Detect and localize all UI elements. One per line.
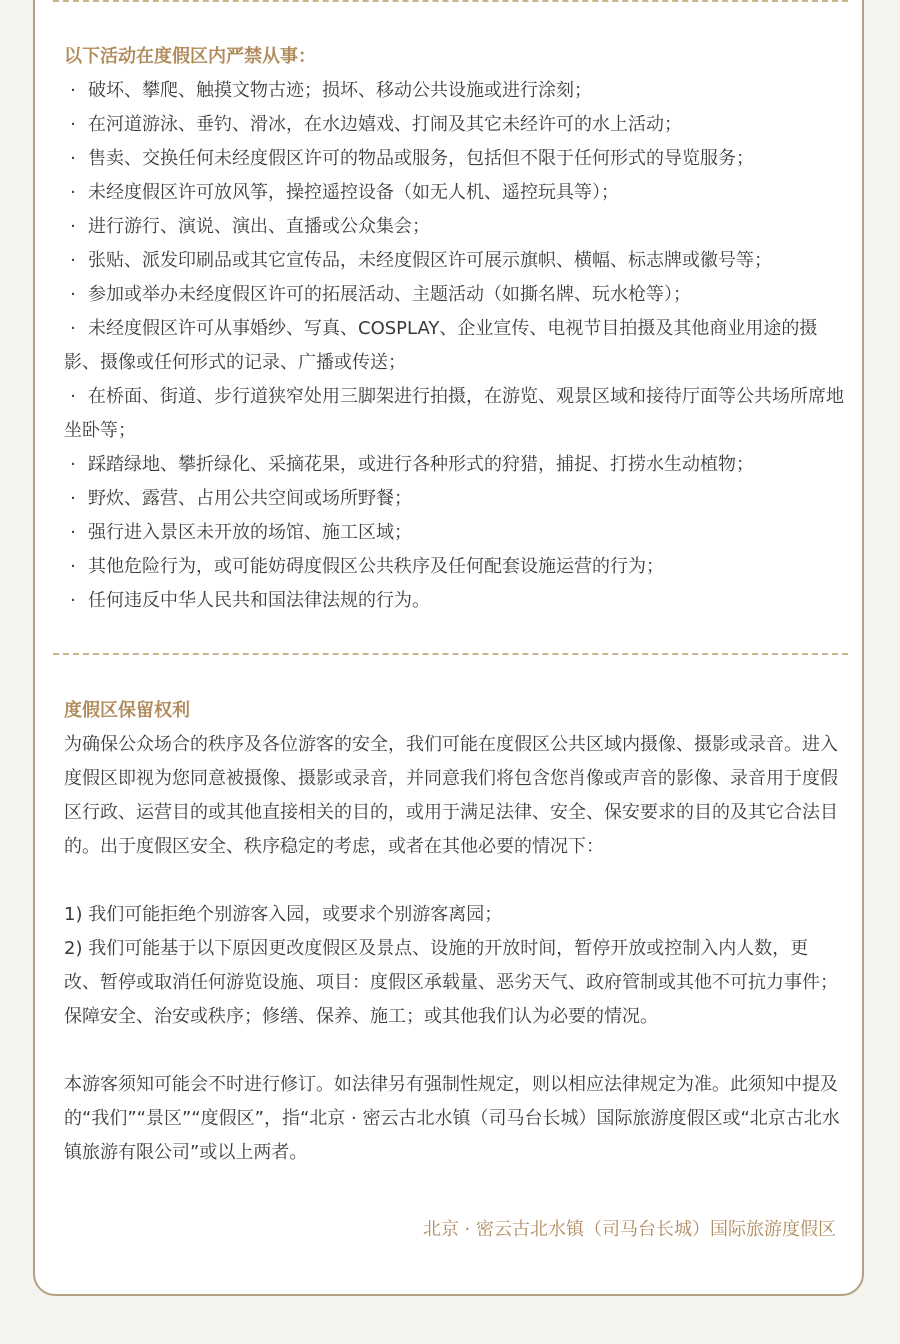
bullet-dot: · (70, 80, 76, 101)
bullet-dot: · (70, 590, 76, 611)
rule-text: 售卖、交换任何未经度假区许可的物品或服务，包括但不限于任何形式的导览服务； (88, 148, 754, 169)
bullet-dot: · (70, 114, 76, 135)
prohibited-heading: 以下活动在度假区内严禁从事： (64, 46, 316, 67)
rule-text: 野炊、露营、占用公共空间或场所野餐； (88, 488, 412, 509)
rule-text: 进行游行、演说、演出、直播或公众集会； (88, 216, 430, 237)
bullet-dot: · (70, 522, 76, 543)
bullet-dot: · (70, 284, 76, 305)
revision-notice-paragraph: 本游客须知可能会不时进行修订。如法律另有强制性规定，则以相应法律规定为准。此须知中提及的“我们”“景区”“度假区”，指“北京 · 密云古北水镇（司马台长城）国际旅游度假区或“北京古北水镇旅游有限公司”或以上两者。 (64, 1074, 840, 1163)
rule-text: 其他危险行为，或可能妨碍度假区公共秩序及任何配套设施运营的行为； (88, 556, 664, 577)
rule-item (64, 244, 844, 278)
rule-item (64, 176, 844, 210)
bullet-dot: · (70, 556, 76, 577)
rule-item (64, 584, 844, 618)
rule-text: 张贴、派发印刷品或其它宣传品，未经度假区许可展示旗帜、横幅、标志牌或徽号等； (88, 250, 772, 271)
middle-divider (53, 653, 848, 655)
rule-text: 破坏、攀爬、触摸文物古迹；损坏、移动公共设施或进行涂刻； (88, 80, 592, 101)
rule-text: 未经度假区许可从事婚纱、写真、COSPLAY、企业宣传、电视节目拍摄及其他商业用途的摄影、摄像或任何形式的记录、广播或传送； (64, 318, 818, 373)
rule-text: 参加或举办未经度假区许可的拓展活动、主题活动（如撕名牌、玩水枪等）； (88, 284, 691, 305)
bullet-dot: · (70, 488, 76, 509)
spacer (64, 1034, 844, 1068)
rule-item (64, 74, 844, 108)
rule-item (64, 278, 844, 312)
rule-text: 在桥面、街道、步行道狭窄处用三脚架进行拍摄，在游览、观景区域和接待厅面等公共场所席地坐卧等； (64, 386, 844, 441)
rights-heading: 度假区保留权利 (64, 700, 190, 721)
rule-item (64, 210, 844, 244)
rule-item (64, 482, 844, 516)
bullet-dot: · (70, 386, 76, 407)
spacer (64, 864, 844, 898)
rule-text: 在河道游泳、垂钓、滑冰，在水边嬉戏、打闹及其它未经许可的水上活动； (88, 114, 682, 135)
bullet-dot: · (70, 182, 76, 203)
bullet-dot: · (70, 216, 76, 237)
rule-item (64, 142, 844, 176)
rights-intro-paragraph: 为确保公众场合的秩序及各位游客的安全，我们可能在度假区公共区域内摄像、摄影或录音。进入度假区即视为您同意被摄像、摄影或录音，并同意我们将包含您肖像或声音的影像、录音用于度假区行政、运营目的或其他直接相关的目的，或用于满足法律、安全、保安要求的目的及其它合法目的。出于度假区安全、秩序稳定的考虑，或者在其他必要的情况下： (64, 734, 838, 857)
rights-point-1: 1) 我们可能拒绝个别游客入园，或要求个别游客离园； (64, 904, 503, 925)
prohibited-section (64, 40, 844, 618)
rights-point-2: 2) 我们可能基于以下原因更改度假区及景点、设施的开放时间，暂停开放或控制入内人数，更改、暂停或取消任何游览设施、项目：度假区承载量、恶劣天气、政府管制或其他不可抗力事件；保障安全、治安或秩序；修缮、保养、施工；或其他我们认为必要的情况。 (64, 938, 838, 1027)
rule-item (64, 312, 844, 380)
rule-item (64, 550, 844, 584)
rule-text: 踩踏绿地、攀折绿化、采摘花果，或进行各种形式的狩猎，捕捉、打捞水生动植物； (88, 454, 754, 475)
organization-signature: 北京 · 密云古北水镇（司马台长城）国际旅游度假区 (422, 1219, 836, 1240)
rule-item (64, 448, 844, 482)
rule-item (64, 108, 844, 142)
rule-text: 任何违反中华人民共和国法律法规的行为。 (88, 590, 430, 611)
rule-item (64, 380, 844, 448)
bullet-dot: · (70, 318, 76, 339)
bullet-dot: · (70, 148, 76, 169)
bullet-dot: · (70, 250, 76, 271)
rights-section (64, 694, 844, 1170)
rule-item (64, 516, 844, 550)
rule-text: 强行进入景区未开放的场馆、施工区域； (88, 522, 412, 543)
prohibited-list (64, 74, 844, 618)
rule-text: 未经度假区许可放风筝，操控遥控设备（如无人机、遥控玩具等）； (88, 182, 619, 203)
bullet-dot: · (70, 454, 76, 475)
top-divider (53, 0, 848, 2)
